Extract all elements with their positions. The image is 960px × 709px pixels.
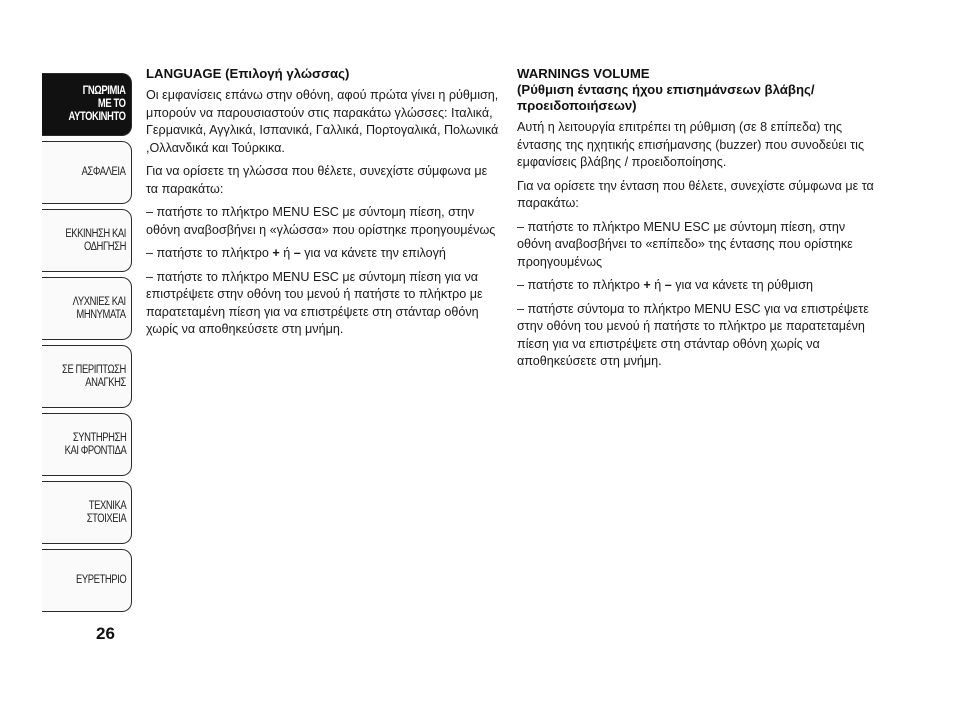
paragraph: – πατήστε το πλήκτρο MENU ESC με σύντομη πίεση για να επιστρέψετε στην οθόνη του μενού ή πατήστε το πλήκτρο με παρατεταμένη πίεση για να επιστρέψετε στη στάνταρ οθόνη χωρίς να αποθηκεύσετε στη μνήμη. (146, 269, 483, 336)
warnings-volume-section (517, 66, 877, 377)
paragraph: Για να ορίσετε την ένταση που θέλετε, συνεχίστε σύμφωνα με τα παρακάτω: (517, 178, 874, 210)
section-title (517, 66, 877, 114)
plus-symbol: + (272, 246, 280, 260)
paragraph: – πατήστε το πλήκτρο MENU ESC με σύντομη πίεση, στην οθόνη αναβοσβήνει η «γλώσσα» που ορίστηκε προηγουμένως (146, 205, 496, 237)
minus-symbol: – (664, 278, 672, 292)
paragraph (146, 245, 502, 263)
text: για να κάνετε την επιλογή (300, 246, 446, 260)
tab-label: ΓΝΩΡΙΜΙΑ ΜΕ ΤΟ ΑΥΤΟΚΙΝΗΤΟ (68, 85, 126, 123)
paragraph: Αυτή η λειτουργία επιτρέπει τη ρύθμιση (σε 8 επίπεδα) της έντασης της ηχητικής επισήμανσης (buzzer) που συνοδεύει τις εμφανίσεις βλάβης / προειδοποίησης. (517, 120, 865, 169)
tab-warning-lights[interactable] (42, 277, 132, 340)
tab-safety[interactable] (42, 141, 132, 204)
text: ή (650, 278, 665, 292)
plus-symbol: + (643, 278, 651, 292)
language-section (146, 66, 502, 345)
paragraph: – πατήστε σύντομα το πλήκτρο MENU ESC για να επιστρέψετε στην οθόνη του μενού ή πατήστε το πλήκτρο με παρατεταμένη πίεση για να επιστρέψετε στη στάνταρ οθόνη χωρίς να αποθηκεύσετε στη μνήμη. (517, 301, 869, 368)
text: για να κάνετε τη ρύθμιση (671, 278, 814, 292)
subtitle-text: (Ρύθμιση έντασης ήχου επισημάνσεων βλάβης/προειδοποιήσεων) (517, 82, 815, 113)
tab-label: ΤΕΧΝΙΚΑ ΣΤΟΙΧΕΙΑ (86, 499, 126, 525)
paragraph: Οι εμφανίσεις επάνω στην οθόνη, αφού πρώτα γίνει η ρύθμιση, μπορούν να παρουσιαστούν στις παρακάτω γλώσσες: Ιταλικά, Γερμανικά, Αγγλικά, Ισπανικά, Γαλλικά, Πορτογαλικά, Πολωνικά ,Ολλανδικά και Τούρκικα. (146, 88, 499, 155)
tab-label: ΕΥΡΕΤΗΡΙΟ (75, 574, 126, 586)
text: ή (279, 246, 294, 260)
tab-technical-data[interactable] (42, 481, 132, 544)
tab-index[interactable] (42, 549, 132, 612)
tab-label: ΑΣΦΑΛΕΙΑ (82, 166, 126, 178)
page-number: 26 (96, 624, 115, 643)
tab-emergency[interactable] (42, 345, 132, 408)
tab-starting-driving[interactable] (42, 209, 132, 272)
section-title: LANGUAGE (Επιλογή γλώσσας) (146, 66, 350, 81)
tab-getting-to-know[interactable] (42, 73, 132, 136)
paragraph (517, 277, 877, 295)
paragraph: Για να ορίσετε τη γλώσσα που θέλετε, συνεχίστε σύμφωνα με τα παρακάτω: (146, 164, 488, 196)
tab-maintenance[interactable] (42, 413, 132, 476)
text: – πατήστε το πλήκτρο (146, 246, 273, 260)
tab-label: ΕΚΚΙΝΗΣΗ ΚΑΙ ΟΔΗΓΗΣΗ (65, 227, 126, 253)
paragraph: – πατήστε το πλήκτρο MENU ESC με σύντομη πίεση, στην οθόνη αναβοσβήνει το «επίπεδο» της έντασης που ορίστηκε προηγουμένως (517, 219, 853, 269)
tab-label: ΛΥΧΝΙΕΣ ΚΑΙ ΜΗΝΥΜΑΤΑ (72, 295, 126, 321)
minus-symbol: – (293, 246, 301, 260)
title-text: WARNINGS VOLUME (517, 66, 650, 81)
text: – πατήστε το πλήκτρο (517, 278, 644, 292)
tab-label: ΣΥΝΤΗΡΗΣΗ ΚΑΙ ΦΡΟΝΤΙΔΑ (64, 431, 126, 457)
tab-label: ΣΕ ΠΕΡΙΠΤΩΣΗ ΑΝΑΓΚΗΣ (62, 363, 126, 389)
chapter-tabs (42, 73, 132, 617)
